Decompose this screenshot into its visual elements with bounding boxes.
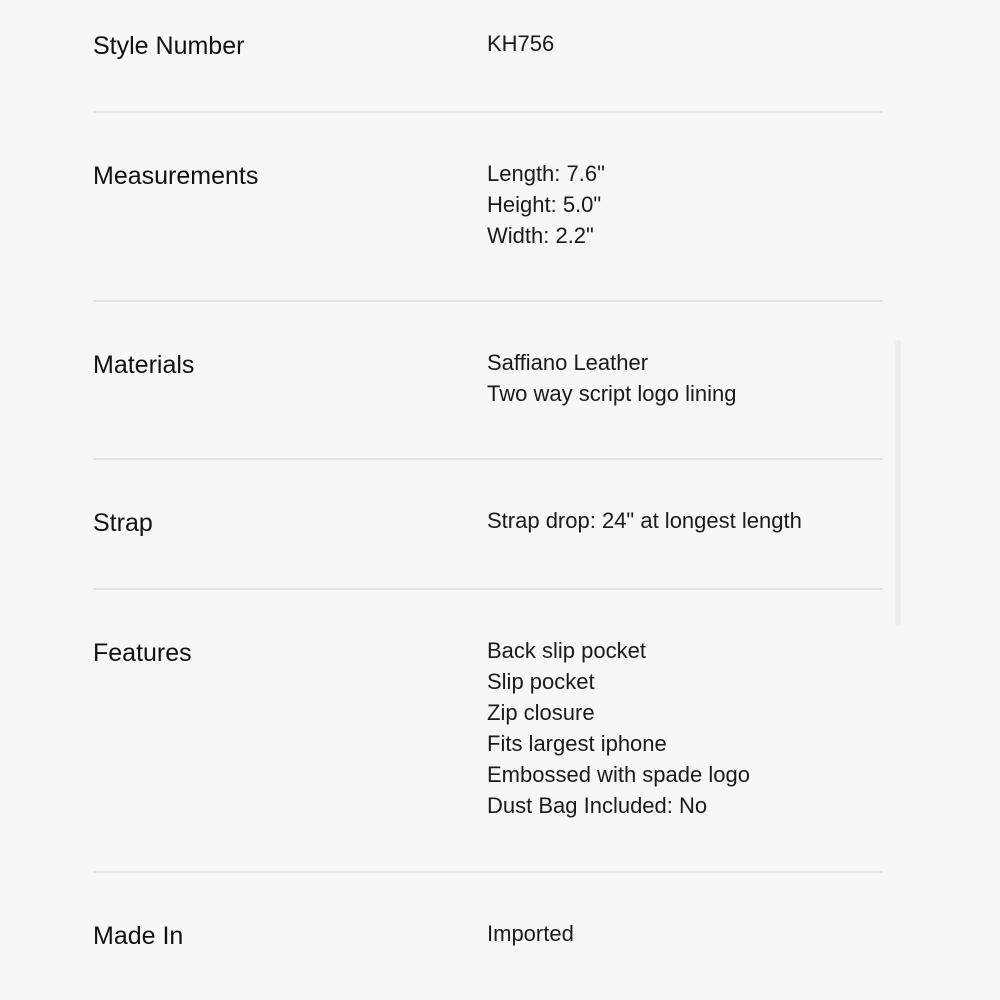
spec-value-line: Back slip pocket — [487, 638, 646, 663]
spec-value-line: Embossed with spade logo — [487, 762, 750, 787]
spec-value — [487, 505, 802, 536]
spec-value — [487, 918, 574, 949]
spec-row-made-in — [93, 873, 883, 993]
spec-value-line: KH756 — [487, 31, 555, 56]
spec-row-features — [93, 590, 883, 873]
spec-value-line: Fits largest iphone — [487, 731, 667, 756]
spec-value-line: Slip pocket — [487, 669, 595, 694]
spec-value — [487, 158, 605, 251]
spec-value-line: Saffiano Leather — [487, 350, 649, 375]
spec-label: Features — [93, 639, 192, 667]
spec-label: Made In — [93, 922, 184, 950]
spec-value — [487, 347, 736, 409]
spec-value-line: Height: 5.0" — [487, 192, 602, 217]
spec-value-line: Two way script logo lining — [487, 381, 737, 406]
spec-value — [487, 28, 554, 59]
spec-value — [487, 635, 750, 821]
spec-row-strap — [93, 460, 883, 590]
spec-value-line: Length: 7.6" — [487, 161, 605, 186]
spec-value-line: Zip closure — [487, 700, 595, 725]
spec-row-measurements — [93, 113, 883, 302]
specs-table — [93, 0, 883, 993]
spec-label: Measurements — [93, 162, 259, 190]
spec-value-line: Dust Bag Included: No — [487, 793, 708, 818]
spec-label: Style Number — [93, 32, 245, 60]
spec-label: Materials — [93, 351, 195, 379]
spec-value-line: Imported — [487, 921, 574, 946]
spec-row-materials — [93, 302, 883, 460]
spec-row-style-number — [93, 0, 883, 113]
spec-value-line: Width: 2.2" — [487, 223, 594, 248]
spec-value-line: Strap drop: 24" at longest length — [487, 508, 802, 533]
spec-label: Strap — [93, 509, 153, 537]
scrollbar[interactable] — [895, 340, 901, 625]
